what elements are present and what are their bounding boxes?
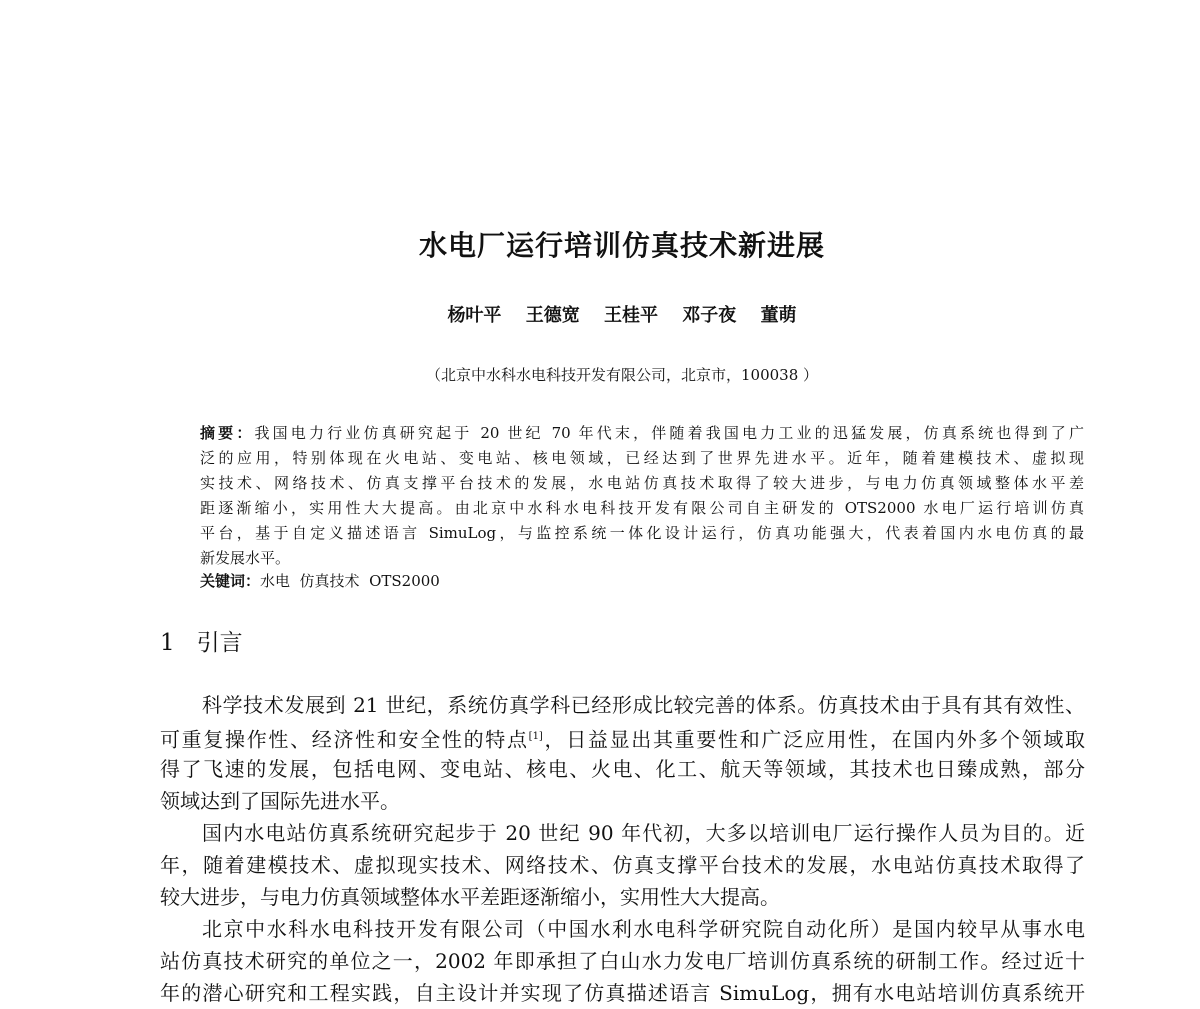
author: 董萌 [760, 305, 797, 326]
abstract-label: 摘要： [200, 424, 255, 442]
author-list [0, 301, 1200, 327]
section-heading [160, 624, 243, 657]
abstract-line: 距逐渐缩小，实用性大大提高。由北京中水科水电科技开发有限公司自主研发的 OTS2000 水电厂运行培训仿真 [200, 499, 1084, 517]
body-line: 国内水电站仿真系统研究起步于 20 世纪 90 年代初，大多以培训电厂运行操作人员为目的。近 [202, 821, 1085, 845]
section-number: 1 [160, 630, 175, 656]
body-line: 年，随着建模技术、虚拟现实技术、网络技术、仿真支撑平台技术的发展，水电站仿真技术取得了 [160, 853, 1085, 877]
affiliation: （北京中水科水电科技开发有限公司，北京市，100038 ） [425, 366, 819, 384]
body-text [160, 689, 1085, 1009]
body-line: 北京中水科水电科技开发有限公司（中国水利水电科学研究院自动化所）是国内较早从事水电 [202, 917, 1085, 941]
body-line: 年的潜心研究和工程实践，自主设计并实现了仿真描述语言 SimuLog，拥有水电站培训仿真系统开 [160, 981, 1085, 1005]
abstract-line: 新发展水平。 [200, 549, 291, 567]
author: 王桂平 [604, 305, 658, 326]
keywords-label: 关键词： [200, 572, 261, 590]
body-line: 可重复操作性、经济性和安全性的特点[1]，日益显出其重要性和广泛应用性，在国内外多个领域取 [160, 727, 1085, 752]
abstract [200, 421, 1084, 571]
citation: [1] [528, 731, 543, 742]
keywords-value: 水电 仿真技术 OTS2000 [260, 572, 440, 590]
body-line: 得了飞速的发展，包括电网、变电站、核电、火电、化工、航天等领域，其技术也日臻成熟，部分 [160, 757, 1085, 781]
abstract-line: 实技术、网络技术、仿真支撑平台技术的发展，水电站仿真技术取得了较大进步，与电力仿真领域整体水平差 [200, 474, 1084, 492]
abstract-line: 摘要：我国电力行业仿真研究起于 20 世纪 70 年代末，伴随着我国电力工业的迅猛发展，仿真系统也得到了广 [200, 424, 1084, 442]
author: 杨叶平 [447, 305, 502, 326]
section-title: 引言 [196, 630, 243, 656]
body-line: 领域达到了国际先进水平。 [160, 789, 400, 813]
paper-title: 水电厂运行培训仿真技术新进展 [418, 229, 825, 262]
body-line: 较大进步，与电力仿真领域整体水平差距逐渐缩小，实用性大大提高。 [160, 885, 780, 909]
keywords [200, 570, 440, 592]
body-line: 站仿真技术研究的单位之一，2002 年即承担了白山水力发电厂培训仿真系统的研制工作。经过近十 [160, 949, 1085, 973]
author: 王德宽 [525, 305, 580, 326]
abstract-line: 平台，基于自定义描述语言 SimuLog，与监控系统一体化设计运行，仿真功能强大，代表着国内水电仿真的最 [200, 524, 1084, 542]
body-line: 科学技术发展到 21 世纪，系统仿真学科已经形成比较完善的体系。仿真技术由于具有其有效性、 [202, 693, 1085, 717]
author: 邓子夜 [682, 305, 737, 326]
abstract-line: 泛的应用，特别体现在火电站、变电站、核电领域，已经达到了世界先进水平。近年，随着建模技术、虚拟现 [200, 449, 1084, 467]
